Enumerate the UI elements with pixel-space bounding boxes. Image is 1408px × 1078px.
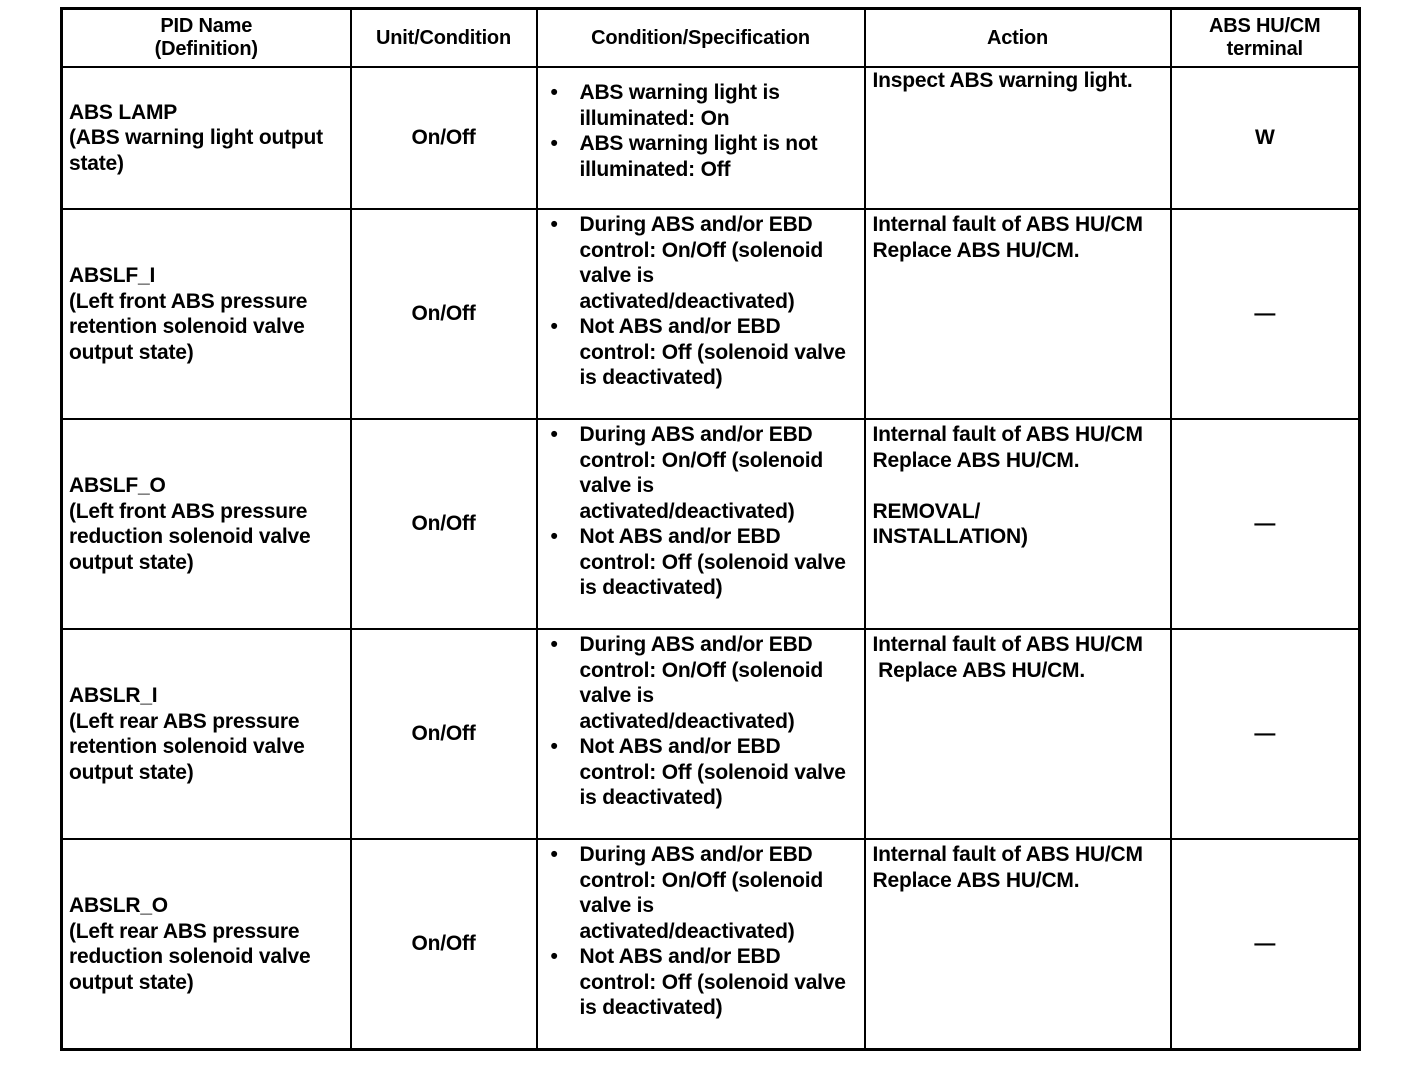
pid-definition-line: (Left rear ABS pressure <box>69 919 300 943</box>
pid-definition-line: output state) <box>69 550 194 574</box>
action-cell <box>865 67 1171 209</box>
action-line: Replace ABS HU/CM. <box>872 238 1080 262</box>
action-line: Replace ABS HU/CM. <box>872 868 1080 892</box>
spec-item: • Not ABS and/or EBD control: Off (solenoid valve is deactivated) <box>538 524 864 601</box>
spec-cell <box>537 839 865 1050</box>
action-line: Replace ABS HU/CM. <box>872 448 1080 472</box>
pid-name-cell <box>62 67 351 209</box>
action-cell <box>865 629 1171 839</box>
action-line: Internal fault of ABS HU/CM <box>872 843 1143 866</box>
spec-item: • Not ABS and/or EBD control: Off (solenoid valve is deactivated) <box>538 314 864 391</box>
spec-item: • Not ABS and/or EBD control: Off (solenoid valve is deactivated) <box>538 734 864 811</box>
table-row <box>62 67 1360 209</box>
terminal-cell: — <box>1171 629 1360 839</box>
pid-name: ABSLF_I <box>69 264 156 287</box>
spec-cell <box>537 209 865 419</box>
pid-name: ABSLF_O <box>69 474 166 497</box>
spec-list <box>538 422 864 601</box>
unit-cell: On/Off <box>351 209 537 419</box>
terminal-cell: — <box>1171 209 1360 419</box>
spec-list <box>538 632 864 811</box>
pid-name: ABSLR_I <box>69 684 158 707</box>
table-row <box>62 419 1360 629</box>
pid-name: ABS LAMP <box>69 100 178 124</box>
header-terminal: ABS HU/CM terminal <box>1171 9 1360 68</box>
spec-cell <box>537 419 865 629</box>
unit-cell: On/Off <box>351 629 537 839</box>
spec-list <box>538 842 864 1021</box>
spec-item: • ABS warning light is illuminated: On <box>538 80 864 131</box>
pid-name-cell <box>62 839 351 1050</box>
spec-item: • During ABS and/or EBD control: On/Off (solenoid valve is activated/deactivated) <box>538 422 864 524</box>
pid-definition-line: state) <box>69 151 124 175</box>
header-pid-name: PID Name (Definition) <box>62 9 351 68</box>
spec-item: • During ABS and/or EBD control: On/Off (solenoid valve is activated/deactivated) <box>538 212 864 314</box>
spec-cell <box>537 67 865 209</box>
spec-item: • Not ABS and/or EBD control: Off (solenoid valve is deactivated) <box>538 944 864 1021</box>
pid-definition-line: (ABS warning light output <box>69 126 323 150</box>
header-unit: Unit/Condition <box>351 9 537 68</box>
action-line: Internal fault of ABS HU/CM <box>872 213 1143 236</box>
terminal-cell: W <box>1171 67 1360 209</box>
pid-name-cell <box>62 629 351 839</box>
unit-cell: On/Off <box>351 839 537 1050</box>
pid-definition-line: output state) <box>69 340 194 364</box>
action-cell <box>865 209 1171 419</box>
header-spec: Condition/Specification <box>537 9 865 68</box>
spec-cell <box>537 629 865 839</box>
header-action: Action <box>865 9 1171 68</box>
action-line <box>873 473 1170 499</box>
action-cell <box>865 419 1171 629</box>
pid-definition-line: output state) <box>69 970 194 994</box>
action-line: Internal fault of ABS HU/CM <box>872 423 1143 446</box>
pid-name-cell <box>62 419 351 629</box>
header-row <box>62 9 1360 68</box>
pid-definition-line: (Left front ABS pressure <box>69 499 308 523</box>
action-line: Inspect ABS warning light. <box>872 69 1133 92</box>
table-row <box>62 839 1360 1050</box>
pid-definition-line: (Left rear ABS pressure <box>69 709 300 733</box>
pid-name-cell <box>62 209 351 419</box>
spec-item: • During ABS and/or EBD control: On/Off (solenoid valve is activated/deactivated) <box>538 842 864 944</box>
action-line: REMOVAL/ <box>872 499 981 523</box>
spec-item: • During ABS and/or EBD control: On/Off (solenoid valve is activated/deactivated) <box>538 632 864 734</box>
action-cell <box>865 839 1171 1050</box>
table-row <box>62 629 1360 839</box>
spec-list <box>538 212 864 391</box>
terminal-cell: — <box>1171 839 1360 1050</box>
spec-item: • ABS warning light is not illuminated: Off <box>538 131 864 182</box>
action-line: INSTALLATION) <box>872 525 1028 548</box>
terminal-cell: — <box>1171 419 1360 629</box>
pid-definition-line: reduction solenoid valve <box>69 945 311 968</box>
spec-list <box>538 80 864 182</box>
pid-definition-line: retention solenoid valve <box>69 735 305 758</box>
pid-definition-line: retention solenoid valve <box>69 315 305 338</box>
action-line: Internal fault of ABS HU/CM <box>872 633 1143 656</box>
pid-name: ABSLR_O <box>69 894 168 917</box>
table-row <box>62 209 1360 419</box>
pid-definition-line: (Left front ABS pressure <box>69 289 308 313</box>
pid-table <box>60 7 1361 1051</box>
unit-cell: On/Off <box>351 67 537 209</box>
unit-cell: On/Off <box>351 419 537 629</box>
action-line: Replace ABS HU/CM. <box>872 658 1085 682</box>
pid-definition-line: output state) <box>69 760 194 784</box>
pid-definition-line: reduction solenoid valve <box>69 525 311 548</box>
